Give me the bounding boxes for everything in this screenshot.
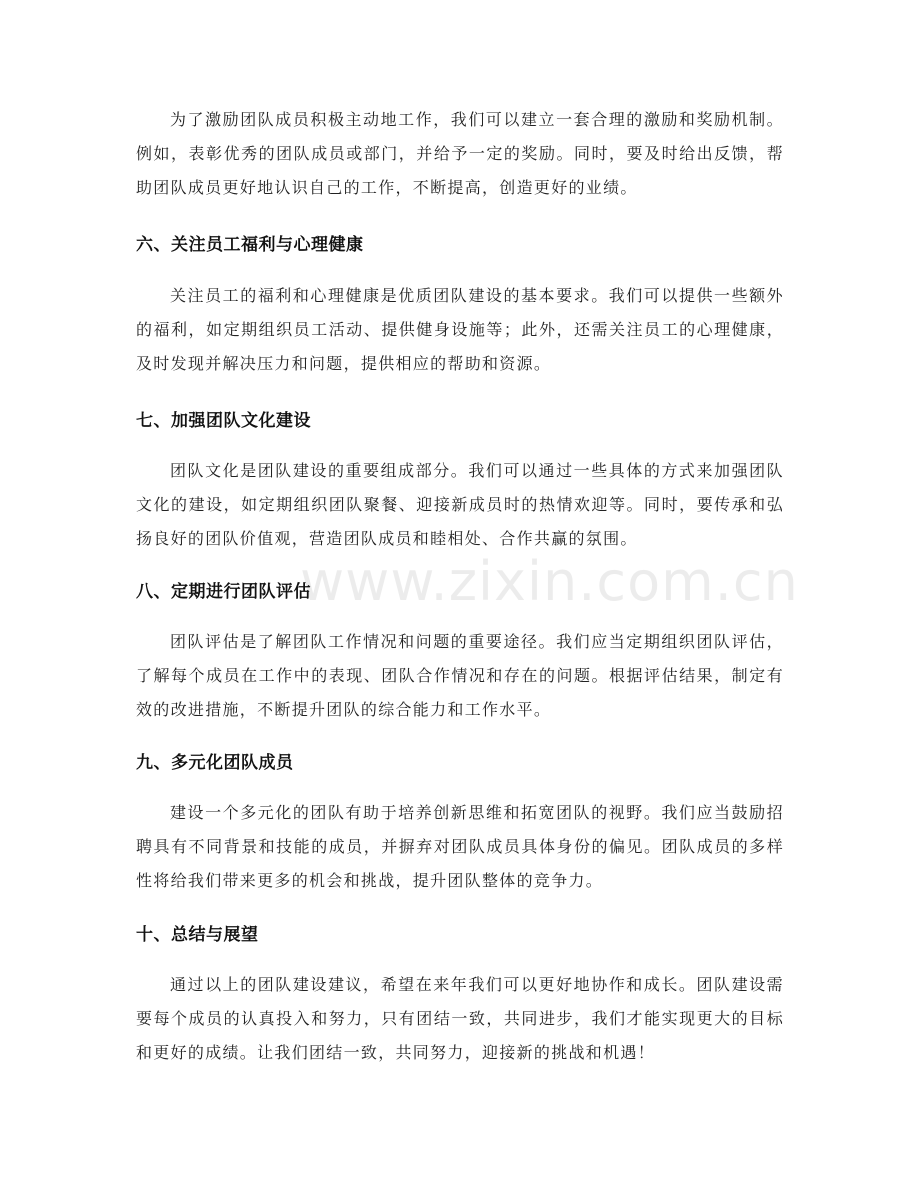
section-9-heading: 九、多元化团队成员	[136, 753, 294, 773]
section-6-heading: 六、关注员工福利与心理健康	[136, 235, 364, 255]
watermark: www.zixin.com.cn	[300, 550, 799, 613]
section-6-paragraph: 关注员工的福利和心理健康是优质团队建设的基本要求。我们可以提供一些额外的福利，如定期组织员工活动、提供健身设施等；此外，还需关注员工的心理健康，及时发现并解决压力和问题，提供相应的帮助和资源。	[136, 286, 784, 373]
section-10-heading: 十、总结与展望	[136, 925, 259, 945]
section-9-paragraph: 建设一个多元化的团队有助于培养创新思维和拓宽团队的视野。我们应当鼓励招聘具有不同背景和技能的成员，并摒弃对团队成员具体身份的偏见。团队成员的多样性将给我们带来更多的机会和挑战，提升团队整体的竞争力。	[136, 803, 784, 890]
section-8-heading: 八、定期进行团队评估	[136, 582, 311, 602]
intro-paragraph: 为了激励团队成员积极主动地工作，我们可以建立一套合理的激励和奖励机制。例如，表彰优秀的团队成员或部门，并给予一定的奖励。同时，要及时给出反馈，帮助团队成员更好地认识自己的工作，不断提高，创造更好的业绩。	[136, 110, 784, 197]
section-8-paragraph: 团队评估是了解团队工作情况和问题的重要途径。我们应当定期组织团队评估，了解每个成员在工作中的表现、团队合作情况和存在的问题。根据评估结果，制定有效的改进措施，不断提升团队的综合能力和工作水平。	[136, 632, 784, 719]
section-7-paragraph: 团队文化是团队建设的重要组成部分。我们可以通过一些具体的方式来加强团队文化的建设，如定期组织团队聚餐、迎接新成员时的热情欢迎等。同时，要传承和弘扬良好的团队价值观，营造团队成员和睦相处、合作共赢的氛围。	[136, 461, 784, 548]
section-7-heading: 七、加强团队文化建设	[136, 411, 311, 431]
section-10-paragraph: 通过以上的团队建设建议，希望在来年我们可以更好地协作和成长。团队建设需要每个成员的认真投入和努力，只有团结一致，共同进步，我们才能实现更大的目标和更好的成绩。让我们团结一致，共同努力，迎接新的挑战和机遇！	[136, 975, 784, 1062]
